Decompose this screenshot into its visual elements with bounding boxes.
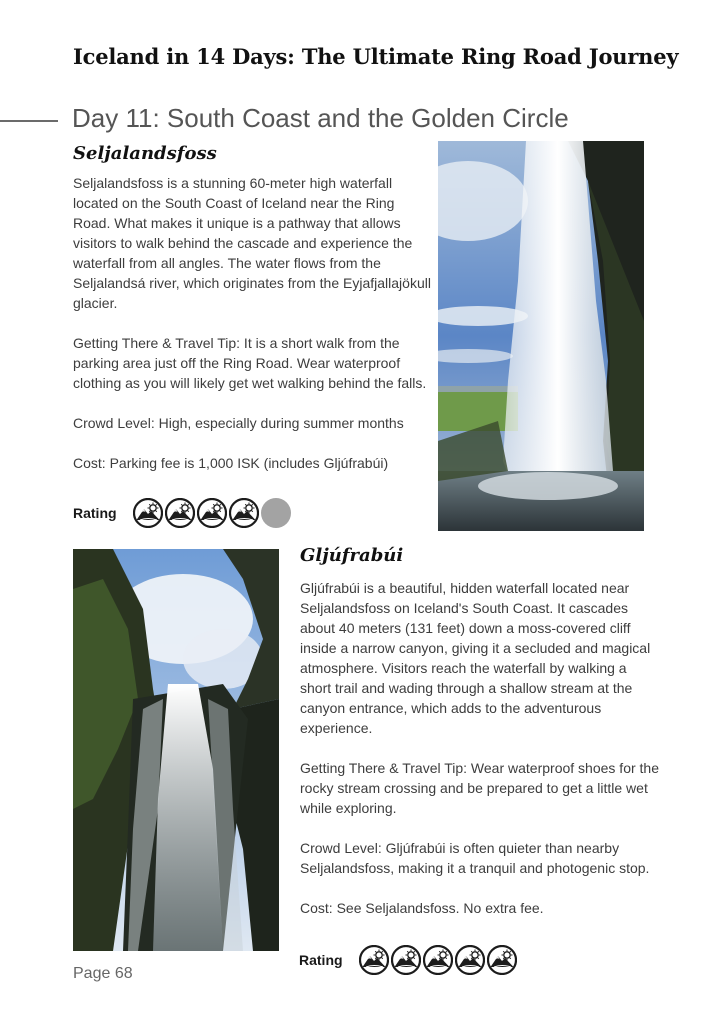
paragraph: Seljalandsfoss is a stunning 60-meter high waterfall located on the South Coast of Iceland near the Ring Road. What makes it unique is a pathway that allows visitors to walk behind the cascade and experience the waterfall from all angles. The water flows from the Seljalandsá river, which originates from the Eyjafjallajökull glacier. <box>73 175 431 311</box>
rating-icons <box>133 498 291 528</box>
gljufrabui-description <box>300 578 660 918</box>
paragraph: Getting There & Travel Tip: Wear waterproof shoes for the rocky stream crossing and be prepared to get a little wet while exploring. <box>300 760 659 816</box>
paragraph: Crowd Level: High, especially during summer months <box>73 415 404 431</box>
mountain-rating-icon <box>197 498 227 528</box>
empty-rating-circle-icon <box>261 498 291 528</box>
seljalandsfoss-photo <box>438 141 644 531</box>
mountain-rating-icon <box>487 945 517 975</box>
page-number: Page 68 <box>73 965 133 982</box>
paragraph: Getting There & Travel Tip: It is a short walk from the parking area just off the Ring Road. Wear waterproof clothing as you will likely get wet walking behind the falls. <box>73 335 427 391</box>
paragraph: Crowd Level: Gljúfrabúi is often quieter than nearby Seljalandsfoss, making it a tranquil and photogenic stop. <box>300 840 650 876</box>
paragraph: Cost: See Seljalandsfoss. No extra fee. <box>300 900 544 916</box>
section-title-gljufrabui: Gljúfrabúi <box>300 545 404 566</box>
mountain-rating-icon <box>165 498 195 528</box>
mountain-rating-icon <box>133 498 163 528</box>
rating-label: Rating <box>73 505 117 521</box>
rating-label: Rating <box>299 952 343 968</box>
section-divider-rule <box>0 120 58 122</box>
seljalandsfoss-description <box>73 173 433 473</box>
rating-icons <box>359 945 517 975</box>
mountain-rating-icon <box>391 945 421 975</box>
day-title: Day 11: South Coast and the Golden Circle <box>72 103 569 133</box>
mountain-rating-icon <box>359 945 389 975</box>
paragraph: Gljúfrabúi is a beautiful, hidden waterfall located near Seljalandsfoss on Iceland's South Coast. It cascades about 40 meters (131 feet) down a moss-covered cliff inside a narrow canyon, giving it a secluded and magical atmosphere. Visitors reach the waterfall by walking a short trail and wading through a shallow stream at the canyon entrance, which adds to the adventurous experience. <box>300 580 651 736</box>
book-title: Iceland in 14 Days: The Ultimate Ring Road Journey <box>73 44 679 69</box>
section-title-seljalandsfoss: Seljalandsfoss <box>73 143 217 164</box>
mountain-rating-icon <box>229 498 259 528</box>
seljalandsfoss-rating <box>73 498 291 528</box>
mountain-rating-icon <box>455 945 485 975</box>
mountain-rating-icon <box>423 945 453 975</box>
gljufrabui-photo <box>73 549 279 951</box>
paragraph: Cost: Parking fee is 1,000 ISK (includes Gljúfrabúi) <box>73 455 389 471</box>
gljufrabui-rating <box>299 945 517 975</box>
